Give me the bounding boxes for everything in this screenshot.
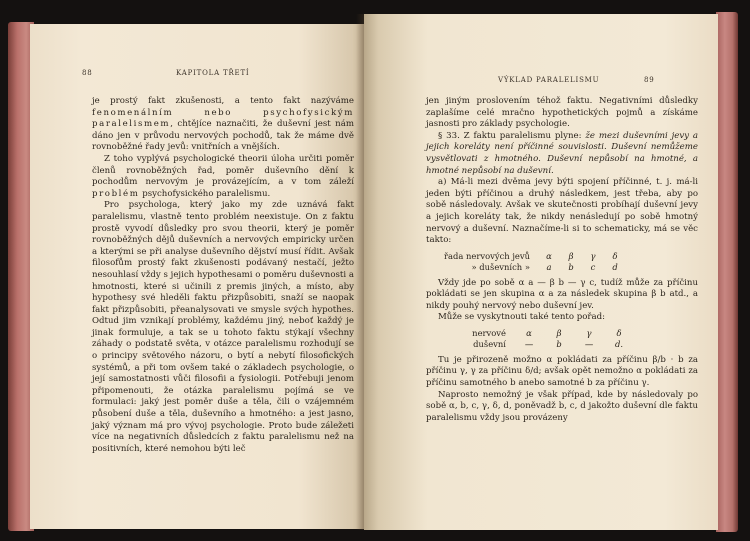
schema-cell: δ [616,327,622,338]
schema-cell: b [556,339,562,350]
schema-row [426,339,698,350]
right-paragraph-4: Vždy jde po sobě α a — β b — γ c, tudíž může za příčinu pokládati se jen skupina α a za následek skupina β b atd., a nikdy pouhý nervový nebo duševní jev. [426,277,698,311]
schema-row [426,328,698,339]
left-paragraph-segment: fenomenálním nebo psychofysickým paralelismem [92,107,354,130]
left-page [30,24,366,529]
right-page [364,14,718,530]
right-paragraph-7: Naprosto nemožný je však případ, kde by následovaly po sobě α, b, c, γ, δ, d, poněvadž b, c, d jakožto duševní dle faktu paralelismu vždy jsou provázeny [426,389,698,423]
left-paragraph-segment: psychofysického paralelismu. [139,188,271,199]
schema-cell: d [612,262,618,273]
schema-row [426,251,698,262]
right-paragraph-5: Může se vyskytnouti také tento pořad: [438,312,606,323]
right-paragraph-3: a) Má-li mezi dvěma jevy býti spojení příčinné, t. j. má-li jeden býti příčinou a druhý následkem, jest třeba, aby po sobě následovaly. Avšak ve skutečnosti probíhají duševní jevy a jejich koreláty tak, že nikdy nenásledují po sobě hmotný nervový a duševní. Naznačíme-li si to schematicky, má se věc takto: [426,177,698,246]
schema-cell: γ [586,327,592,338]
schema-row-label: » duševních » [471,262,530,273]
left-body-text [92,96,354,455]
section-33-thesis: že mezi duševními jevy a jejich koreláty není příčinné souvislosti. Duševní nemůžeme vysvětlovati z hmotného. Duševní nepůsobí na hmotné, a hmotné nepůsobí na duševní. [426,130,699,176]
left-running-head: KAPITOLA TŘETÍ [176,69,250,77]
schema-cell: — [584,339,594,350]
left-paragraph-1 [92,96,354,154]
schema-row-label: nervové [472,327,506,338]
schema-cell: α [526,327,532,338]
schema-cell: α [546,250,552,261]
schema-cell: b [568,262,574,273]
left-paragraph-segment: je prostý fakt zkušenosti, a tento fakt nazýváme [92,96,354,106]
left-paragraph-segment: Pro psychologa, který jako my zde uznává fakt paralelismu, vlastně tento problém neexistuje. On z faktu prostě vyvodí důsledky pro svou theorii, který je poměr rovnoběžných dějů duševních a nervových empiricky určen a kterými se při analyse duševního dějství musí řídit. Avšak filosofům prostý fakt zkušenosti podávaný nestačí, ježto nesouhlasí vždy s jejich hypothesami o poměru duševnosti a hmotnosti, které si učinili z premis jiných, a místo, aby hypothesy své hleděli faktu přizpůsobiti, snaží se naopak fakt přizpůsobiti, přeanalysovati ve smysle svých hypothes. Odtud jim vznikají problémy, každému jiný, neboť každý je jinak formuluje, a tak se u tohoto faktu stýkají všechny záhady o podstatě světa, v otázce paralelismu rozhodují se o principy světového názoru, o bytí a nebytí filosofických systémů, a při tom ovšem také o základech psychologie, o její samostatnosti vůči filosofii a fysiologii. Potřebuji jenom připomenouti, že otázka paralelismu pojímá se ve formulaci: jaký jest poměr duše a těla, čili o vzájemném působení duše a těla, duševního a hmotného: a jest jasno, jaký význam má pro vývoj psychologie. Proto bude záležeti více na negativních důsledcích z faktu paralelismu než na positivních, které nemohou býti leč [92,200,354,454]
schema-cell: c [590,262,596,273]
left-page-number: 88 [82,69,93,77]
schema-cell: d. [614,339,624,350]
schema-table-2 [426,328,698,351]
right-paragraph-1: jen jiným proslovením téhož faktu. Negativními důsledky zaplašíme celé mračno hypothetických pojmů a získáme jasnosti pro základy psychologie. [426,96,698,130]
left-paragraph-3 [92,200,354,455]
section-33-lead: § 33. Z faktu paralelismu plyne: [438,130,586,141]
schema-cell: — [524,339,534,350]
left-paragraph-segment: problém [92,188,140,199]
right-body-text [426,96,698,424]
schema-row-label: řada nervových jevů [443,250,530,261]
schema-row-label: duševní [473,339,506,350]
book-edge-right [716,12,738,532]
schema-row [426,262,698,273]
right-page-number: 89 [644,76,655,84]
schema-cell: a [546,262,552,273]
schema-table-1 [426,251,698,274]
schema-cell: β [568,250,574,261]
left-paragraph-2 [92,154,354,200]
right-running-head: VÝKLAD PARALELISMU [498,76,600,84]
right-paragraph-2 [426,131,698,177]
schema-cell: δ [612,250,618,261]
schema-cell: β [556,327,562,338]
left-paragraph-segment: Z toho vyplývá psychologické theorii úloha určiti poměr členů rovnoběžných řad, poměr duševního dění k pochodům nervovým je provázejícím, a v tom záleží [92,153,354,188]
left-paragraph-segment: , chtějíce naznačiti, že duševní jest nám dáno jen v průvodu nervových pochodů, tak že máme dvě rovnoběžné řady jevů: vnitřních a vnějších. [92,119,354,153]
schema-cell: γ [590,250,596,261]
right-paragraph-6: Tu je přirozeně možno α pokládati za příčinu β/b · b za příčinu γ, γ za příčinu δ/d; avšak opět nemožno α pokládati za příčinu samotného b anebo samotné b za příčinu γ. [426,354,698,388]
